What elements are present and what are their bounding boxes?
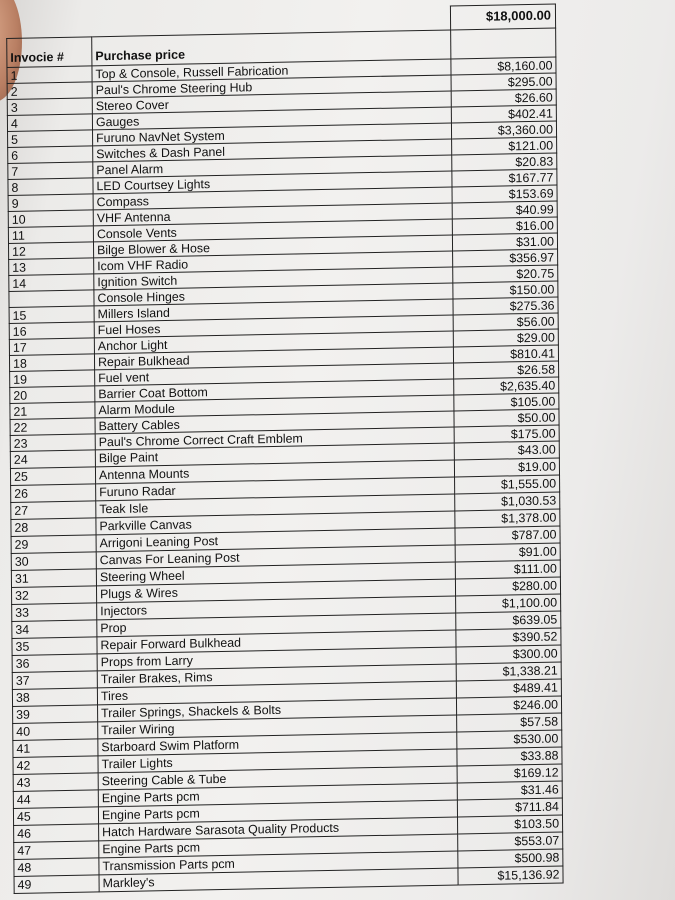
price-cell: $300.00 — [456, 645, 561, 664]
invoice-number-cell: 46 — [14, 824, 99, 843]
price-cell: $246.00 — [456, 696, 561, 715]
invoice-number-cell: 6 — [8, 146, 93, 164]
price-header — [451, 28, 556, 59]
invoice-number-cell: 33 — [12, 603, 97, 622]
item-cell: Canvas For Leaning Post — [96, 545, 455, 569]
invoice-number-cell: 27 — [11, 501, 96, 520]
item-cell: Transmission Parts pcm — [99, 851, 458, 875]
item-cell: Repair Bulkhead — [94, 347, 453, 370]
invoice-number-cell: 16 — [9, 322, 94, 340]
invoice-number-cell: 3 — [7, 98, 92, 116]
item-cell: Ignition Switch — [94, 267, 453, 290]
invoice-number-cell: 38 — [12, 688, 97, 707]
invoice-number-cell: 23 — [10, 434, 95, 452]
item-cell: Props from Larry — [97, 647, 456, 671]
item-cell: Markley's — [99, 868, 458, 892]
price-cell: $26.60 — [451, 89, 556, 107]
invoice-number-cell: 7 — [8, 162, 93, 180]
price-cell: $19.00 — [454, 458, 559, 477]
price-cell: $639.05 — [456, 611, 561, 630]
item-cell: Millers Island — [94, 299, 453, 322]
item-cell: Icom VHF Radio — [94, 251, 453, 274]
invoice-number-cell — [9, 290, 94, 308]
price-cell: $50.00 — [454, 409, 559, 427]
price-cell: $43.00 — [454, 441, 559, 460]
item-cell: Trailer Springs, Shackels & Bolts — [98, 698, 457, 722]
price-cell: $105.00 — [454, 393, 559, 411]
price-cell: $20.75 — [453, 265, 558, 283]
invoice-number-cell: 12 — [9, 242, 94, 260]
item-cell: Switches & Dash Panel — [93, 139, 452, 162]
item-cell: Furuno Radar — [96, 477, 455, 501]
invoice-number-cell: 10 — [8, 210, 93, 228]
price-cell: $1,338.21 — [456, 662, 561, 681]
price-cell: $402.41 — [451, 105, 556, 123]
item-cell: Engine Parts pcm — [98, 800, 457, 824]
price-cell: $169.12 — [457, 764, 562, 783]
item-cell: Repair Forward Bulkhead — [97, 630, 456, 654]
item-cell: Compass — [93, 187, 452, 210]
item-cell: Engine Parts pcm — [99, 834, 458, 858]
invoice-number-cell: 37 — [12, 671, 97, 690]
invoice-number-cell: 18 — [9, 354, 94, 372]
item-cell: Barrier Coat Bottom — [95, 379, 454, 402]
invoice-number-cell: 49 — [14, 875, 99, 894]
item-cell: Trailer Wiring — [98, 715, 457, 739]
price-cell: $356.97 — [453, 249, 558, 267]
invoice-number-cell: 32 — [12, 586, 97, 605]
invoice-number-cell: 19 — [10, 370, 95, 388]
invoice-number-cell: 17 — [9, 338, 94, 356]
invoice-number-cell: 11 — [8, 226, 93, 244]
invoice-number-cell: 14 — [9, 274, 94, 292]
item-cell: Gauges — [92, 107, 451, 130]
invoice-number-cell: 45 — [13, 807, 98, 826]
invoice-number-cell: 22 — [10, 418, 95, 436]
price-cell: $295.00 — [451, 73, 556, 91]
price-cell: $500.98 — [458, 849, 563, 868]
invoice-number-cell: 48 — [14, 858, 99, 877]
item-cell: Bilge Paint — [95, 443, 454, 467]
invoice-number-cell: 36 — [12, 654, 97, 673]
invoice-number-cell: 21 — [10, 402, 95, 420]
price-cell: $121.00 — [452, 137, 557, 155]
price-cell: $31.46 — [457, 781, 562, 800]
item-cell: Teak Isle — [96, 494, 455, 518]
invoice-number-cell: 2 — [7, 82, 92, 100]
price-cell: $810.41 — [453, 345, 558, 363]
price-cell: $40.99 — [452, 201, 557, 219]
item-cell: Starboard Swim Platform — [98, 732, 457, 756]
price-cell: $8,160.00 — [451, 57, 556, 75]
invoice-number-cell: 9 — [8, 194, 93, 212]
price-cell: $56.00 — [453, 313, 558, 331]
price-cell: $711.84 — [457, 798, 562, 817]
invoice-ledger — [6, 3, 564, 894]
invoice-number-cell: 47 — [14, 841, 99, 860]
invoice-number-cell: 28 — [11, 518, 96, 537]
item-cell: Hatch Hardware Sarasota Quality Products — [99, 817, 458, 841]
invoice-number-cell: 40 — [13, 722, 98, 741]
item-cell: Furuno NavNet System — [93, 123, 452, 146]
invoice-number-cell: 24 — [10, 450, 95, 469]
invoice-header: Invocie # — [7, 37, 92, 68]
invoice-number-cell: 42 — [13, 756, 98, 775]
item-cell: Antenna Mounts — [95, 460, 454, 484]
price-cell: $280.00 — [455, 577, 560, 596]
price-cell: $103.50 — [458, 815, 563, 834]
item-cell: Trailer Lights — [98, 749, 457, 773]
item-cell: Prop — [97, 613, 456, 637]
price-cell: $29.00 — [453, 329, 558, 347]
invoice-number-cell: 29 — [11, 535, 96, 554]
invoice-number-cell: 26 — [11, 484, 96, 503]
ledger-body — [7, 57, 563, 894]
price-cell: $1,378.00 — [455, 509, 560, 528]
item-cell: LED Courtsey Lights — [93, 171, 452, 194]
item-cell: Anchor Light — [94, 331, 453, 354]
price-cell: $15,136.92 — [458, 866, 563, 885]
price-cell: $1,555.00 — [455, 475, 560, 494]
invoice-number-cell: 31 — [11, 569, 96, 588]
price-cell: $153.69 — [452, 185, 557, 203]
price-cell: $3,360.00 — [451, 121, 556, 139]
item-cell: Paul's Chrome Correct Craft Emblem — [95, 427, 454, 450]
invoice-number-cell: 15 — [9, 306, 94, 324]
price-cell: $91.00 — [455, 543, 560, 562]
item-cell: Alarm Module — [95, 395, 454, 418]
price-cell: $16.00 — [452, 217, 557, 235]
item-cell: Battery Cables — [95, 411, 454, 434]
item-cell: Plugs & Wires — [96, 579, 455, 603]
ledger-table — [6, 27, 563, 894]
invoice-number-cell: 34 — [12, 620, 97, 639]
price-cell: $1,030.53 — [455, 492, 560, 511]
item-cell: Stereo Cover — [92, 91, 451, 114]
item-cell: Steering Wheel — [96, 562, 455, 586]
price-cell: $787.00 — [455, 526, 560, 545]
invoice-number-cell: 13 — [9, 258, 94, 276]
price-cell: $26.58 — [454, 361, 559, 379]
item-cell: Fuel vent — [95, 363, 454, 386]
invoice-number-cell: 20 — [10, 386, 95, 404]
item-cell: Arrigoni Leaning Post — [96, 528, 455, 552]
item-cell: Engine Parts pcm — [98, 783, 457, 807]
price-cell: $1,100.00 — [456, 594, 561, 613]
invoice-number-cell: 30 — [11, 552, 96, 571]
item-cell: Trailer Brakes, Rims — [97, 664, 456, 688]
price-cell: $2,635.40 — [454, 377, 559, 395]
invoice-number-cell: 25 — [10, 467, 95, 486]
item-cell: Injectors — [97, 596, 456, 620]
item-cell: Top & Console, Russell Fabrication — [92, 59, 451, 82]
item-cell: VHF Antenna — [93, 203, 452, 226]
price-cell: $31.00 — [452, 233, 557, 251]
item-cell: Paul's Chrome Steering Hub — [92, 75, 451, 98]
item-cell: Console Vents — [93, 219, 452, 242]
price-cell: $33.88 — [457, 747, 562, 766]
item-cell: Panel Alarm — [93, 155, 452, 178]
invoice-number-cell: 44 — [13, 790, 98, 809]
item-cell: Parkville Canvas — [96, 511, 455, 535]
price-cell: $275.36 — [453, 297, 558, 315]
invoice-number-cell: 8 — [8, 178, 93, 196]
price-cell: $111.00 — [455, 560, 560, 579]
invoice-number-cell: 1 — [7, 66, 92, 84]
invoice-number-cell: 39 — [13, 705, 98, 724]
price-cell: $57.58 — [457, 713, 562, 732]
price-cell: $167.77 — [452, 169, 557, 187]
invoice-number-cell: 4 — [7, 114, 92, 132]
item-cell: Steering Cable & Tube — [98, 766, 457, 790]
price-cell: $530.00 — [457, 730, 562, 749]
purchase-header: Purchase price — [92, 30, 451, 66]
invoice-number-cell: 41 — [13, 739, 98, 758]
invoice-number-cell: 35 — [12, 637, 97, 656]
grand-total: $18,000.00 — [450, 3, 556, 29]
price-cell: $489.41 — [456, 679, 561, 698]
item-cell: Tires — [97, 681, 456, 705]
price-cell: $390.52 — [456, 628, 561, 647]
price-cell: $175.00 — [454, 425, 559, 443]
invoice-number-cell: 5 — [8, 130, 93, 148]
price-cell: $20.83 — [452, 153, 557, 171]
item-cell: Console Hinges — [94, 283, 453, 306]
invoice-number-cell: 43 — [13, 773, 98, 792]
price-cell: $553.07 — [458, 832, 563, 851]
item-cell: Bilge Blower & Hose — [93, 235, 452, 258]
item-cell: Fuel Hoses — [94, 315, 453, 338]
price-cell: $150.00 — [453, 281, 558, 299]
